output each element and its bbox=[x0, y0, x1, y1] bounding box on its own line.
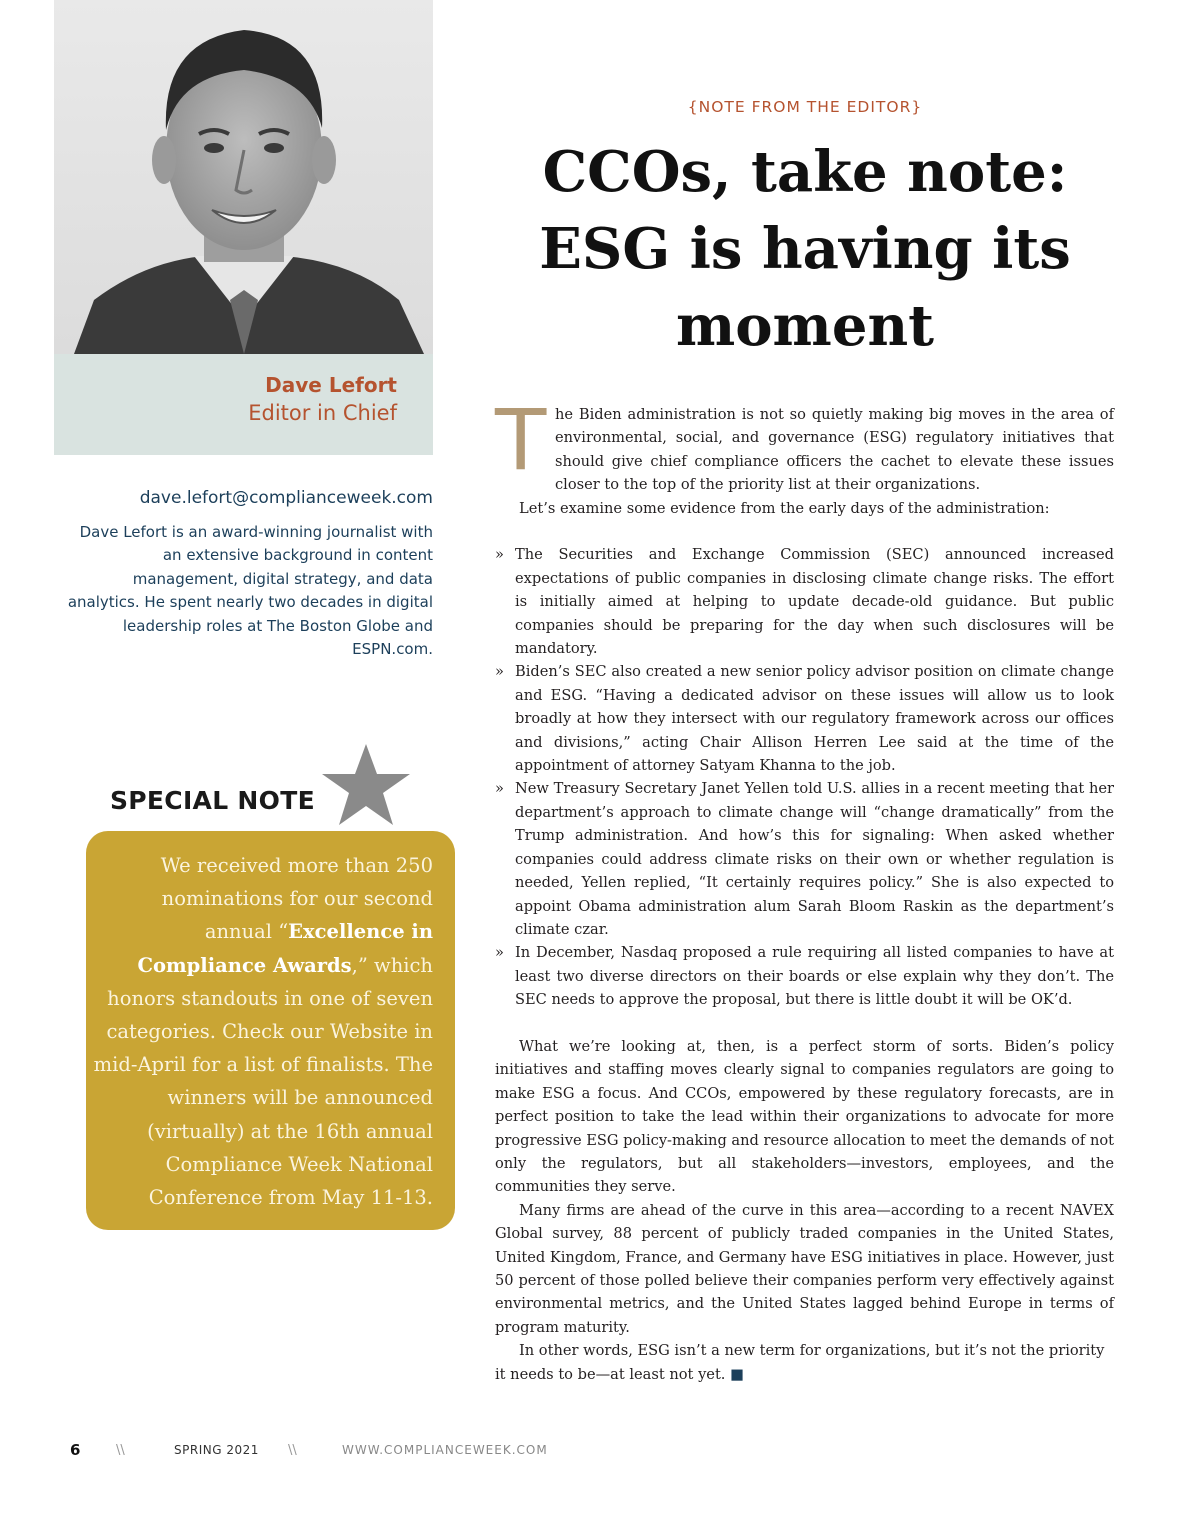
author-portrait-illustration bbox=[54, 0, 433, 354]
headline-line-3: moment bbox=[675, 293, 935, 359]
closing-paragraph bbox=[495, 1339, 1114, 1386]
paragraph-gap bbox=[495, 1012, 1114, 1035]
awards-name: Excellence in Compliance Awards bbox=[137, 920, 433, 977]
list-item: » In December, Nasdaq proposed a rule requiring all listed companies to have at least two diverse directors on their boards or else explain why they don’t. The SEC needs to approve the proposal, but there is little doubt it will be OK’d. bbox=[495, 941, 1114, 1011]
author-name: Dave Lefort bbox=[265, 373, 397, 397]
list-item: » Biden’s SEC also created a new senior policy advisor position on climate change and ESG. “Having a dedicated advisor on these issues will allow us to look broadly at how they intersect with our regulatory framework across our offices and divisions,” acting Chair Allison Herren Lee said at the time of the appointment of attorney Satyam Khanna to the job. bbox=[495, 660, 1114, 777]
headline-line-2: ESG is having its bbox=[539, 216, 1071, 282]
lead-text: he Biden administration is not so quietly making big moves in the area of environmental, social, and governance (ESG) regulatory initiatives that should give chief compliance officers the cachet to elevate these issues closer to the top of the priority list at their organizations. bbox=[555, 406, 1114, 494]
footer-separator: \\ bbox=[116, 1443, 125, 1458]
body-paragraph: What we’re looking at, then, is a perfect storm of sorts. Biden’s policy initiatives and staffing moves clearly signal to companies regulators are going to make ESG a focus. And CCOs, empowered by these regulatory forecasts, are in perfect position to take the lead within their organizations to advocate for more progressive ESG policy-making and resource allocation to meet the demands of not only the regulators, but all stakeholders—investors, employees, and the communities they serve. bbox=[495, 1037, 1114, 1196]
special-note-text bbox=[93, 849, 433, 1214]
author-bio: Dave Lefort is an award-winning journalist with an extensive background in content management, digital strategy, and data analytics. He spent nearly two decades in digital leadership roles at The Boston Globe and ESPN.com. bbox=[67, 523, 433, 659]
issue-label: SPRING 2021 bbox=[174, 1443, 259, 1457]
article-headline bbox=[495, 134, 1115, 365]
special-note-text-after: ,” which honors standouts in one of seven categories. Check our Website in mid-April for a list of finalists. The winners will be announced (virtually) at the 16th annual Compliance Week National Conference from May 11-13. bbox=[93, 953, 433, 1210]
special-note-text-before: We received more than 250 nominations for our second annual “ bbox=[160, 854, 433, 944]
special-note-box bbox=[86, 831, 455, 1230]
evidence-list bbox=[495, 543, 1114, 1011]
article-body bbox=[495, 391, 1114, 1386]
star-icon bbox=[320, 742, 412, 828]
lead-paragraph bbox=[495, 391, 1114, 497]
special-note-title: SPECIAL NOTE bbox=[110, 786, 315, 815]
section-kicker: {NOTE FROM THE EDITOR} bbox=[687, 98, 923, 116]
headline-line-1: CCOs, take note: bbox=[542, 139, 1068, 205]
footer-separator: \\ bbox=[288, 1443, 297, 1458]
drop-cap: T bbox=[495, 391, 547, 489]
end-mark-icon: ■ bbox=[730, 1365, 744, 1383]
page-number: 6 bbox=[70, 1441, 81, 1459]
list-item: » The Securities and Exchange Commission (SEC) announced increased expectations of public companies in disclosing climate change risks. The effort is initially aimed at helping to update decade-old guidance. But public companies should be preparing for the day when such disclosures will be mandatory. bbox=[495, 543, 1114, 660]
body-paragraph: Many firms are ahead of the curve in this area—according to a recent NAVEX Global survey, 88 percent of publicly traded companies in the United States, United Kingdom, France, and Germany have ESG initiatives in place. However, just 50 percent of those polled believe their companies perform very effectively against environmental metrics, and the United States lagged behind Europe in terms of program maturity. bbox=[495, 1201, 1114, 1336]
list-item: » New Treasury Secretary Janet Yellen told U.S. allies in a recent meeting that her department’s approach to climate change will “change dramatically” from the Trump administration. And how’s this for signaling: When asked whether companies could address climate risks on their own or whether regulation is needed, Yellen replied, “It certainly requires policy.” She is also expected to appoint Obama administration alum Sarah Bloom Raskin as the department’s climate czar. bbox=[495, 777, 1114, 941]
author-email-link[interactable]: dave.lefort@complianceweek.com bbox=[139, 488, 433, 508]
author-namecard bbox=[54, 354, 433, 455]
intro-paragraph: Let’s examine some evidence from the early days of the administration: bbox=[519, 499, 1050, 517]
author-photo bbox=[54, 0, 433, 354]
author-role: Editor in Chief bbox=[248, 401, 397, 425]
closing-text: In other words, ESG isn’t a new term for organizations, but it’s not the priority it needs to be—at least not yet. bbox=[495, 1342, 1105, 1383]
website-link[interactable]: WWW.COMPLIANCEWEEK.COM bbox=[342, 1443, 548, 1457]
